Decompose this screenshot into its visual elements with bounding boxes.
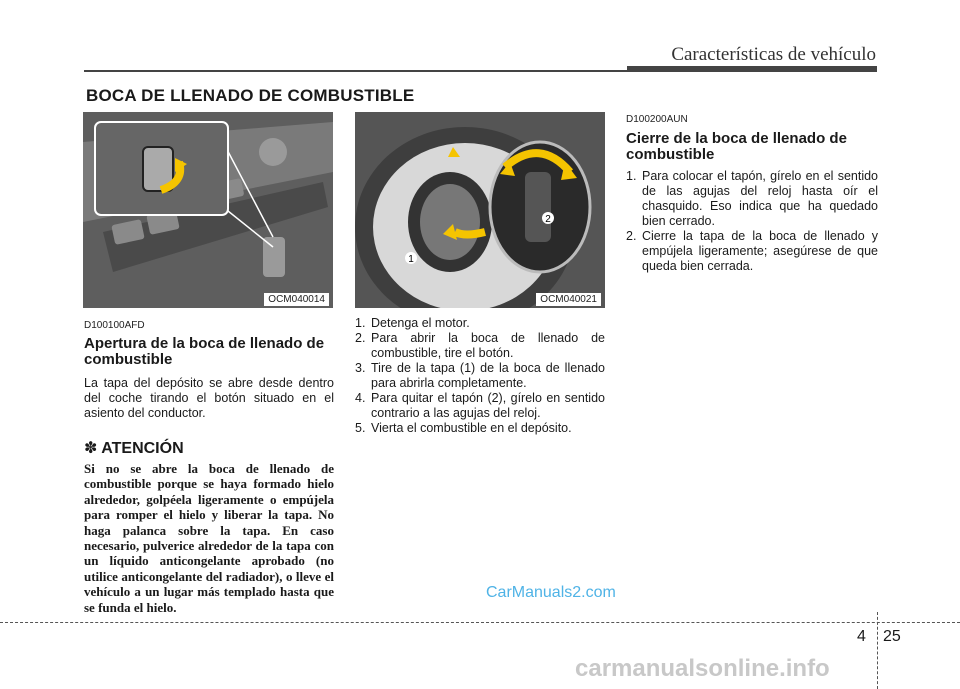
door-panel-illustration bbox=[83, 112, 333, 308]
figure-fuel-cap bbox=[355, 112, 605, 308]
opening-steps bbox=[355, 316, 605, 436]
footer-divider bbox=[877, 612, 879, 689]
column-3 bbox=[626, 114, 878, 274]
callout-2: 2 bbox=[545, 214, 551, 225]
page-number: 25 bbox=[883, 628, 901, 645]
chapter-title: Características de vehículo bbox=[671, 44, 876, 65]
callout-1: 1 bbox=[408, 254, 414, 265]
site-watermark: CarManuals2.com bbox=[486, 584, 616, 601]
body-paragraph: La tapa del depósito se abre desde dentro del coche tirando el botón situado en el asiento del conductor. bbox=[84, 376, 334, 420]
subsection-heading: Apertura de la boca de llenado de combustible bbox=[84, 335, 325, 368]
list-item: 3. Tire de la tapa (1) de la boca de llenado para abrirla completamente. bbox=[355, 361, 605, 390]
list-item: 2. Cierre la tapa de la boca de llenado y empújela ligeramente; asegúrese de que queda bien cerrada. bbox=[626, 229, 878, 273]
header-rule bbox=[84, 70, 627, 72]
figure-caption: OCM040014 bbox=[264, 293, 329, 306]
list-item: 4. Para quitar el tapón (2), gírelo en sentido contrario a las agujas del reloj. bbox=[355, 391, 605, 420]
column-1 bbox=[84, 320, 334, 615]
closing-steps bbox=[626, 169, 878, 274]
footer-rule bbox=[0, 622, 960, 623]
list-item: 5. Vierta el combustible en el depósito. bbox=[355, 421, 572, 435]
warning-title: ✽ ATENCIÓN bbox=[84, 440, 184, 457]
header-rule-accent bbox=[627, 66, 877, 72]
warning-text: Si no se abre la boca de llenado de combustible porque se haya formado hielo alrededor, golpéela ligeramente o empújela para romper el hielo y liberar la tapa. No haga palanca sobre la tapa. En caso necesario, pulverice alrededor de la tapa con un líquido anticongelante aprobado (no utilice anticongelante del radiador), o lleve el vehículo a un lugar más templado hasta que se funda el hielo. bbox=[84, 461, 334, 615]
subsection-heading: Cierre de la boca de llenado de combustible bbox=[626, 130, 847, 163]
list-item: 2. Para abrir la boca de llenado de combustible, tire el botón. bbox=[355, 331, 605, 360]
section-code: D100100AFD bbox=[84, 320, 145, 331]
bottom-watermark: carmanualsonline.info bbox=[575, 655, 830, 682]
figure-caption: OCM040021 bbox=[536, 293, 601, 306]
section-code: D100200AUN bbox=[626, 114, 688, 125]
section-title: BOCA DE LLENADO DE COMBUSTIBLE bbox=[86, 86, 415, 105]
list-item: 1. Detenga el motor. bbox=[355, 316, 470, 330]
fuel-cap-illustration bbox=[355, 112, 605, 308]
list-item: 1. Para colocar el tapón, gírelo en el sentido de las agujas del reloj hasta oír el chasquido. Eso indica que ha quedado bien cerrado. bbox=[626, 169, 878, 228]
figure-door-button bbox=[83, 112, 333, 308]
chapter-number: 4 bbox=[857, 628, 866, 645]
